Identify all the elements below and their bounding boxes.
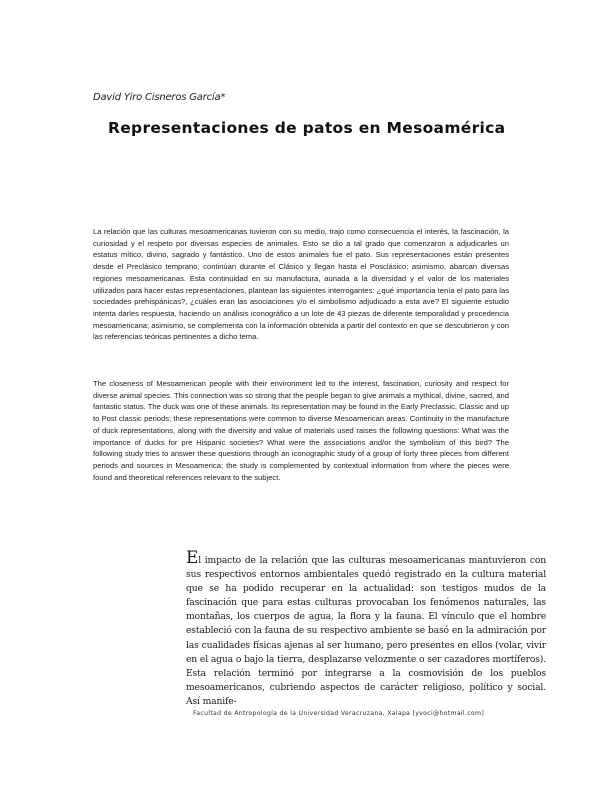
drop-cap: E [186, 548, 199, 568]
abstract-english: The closeness of Mesoamerican people with their environment led to the interest, fascination, curiosity and respect for diverse animal species. This connection was so strong that the people began to give animals a mythical, divine, sacred, and fantastic status. The duck was one of these animals. Its representation may be found in the Early Preclassic, Classic and up to Post classic periods; these representations were common to diverse Mesoamerican areas. Continuity in the manufacture of duck representations, along with the diversity and value of materials used raises the following questions: What was the importance of ducks for pre Hispanic societies? What were the associations and/or the symbolism of this bird? The following study tries to answer these questions through an iconographic study of a group of forty three pieces from different periods and sources in Mesoamerica; the study is complemented by contextual information from where the pieces were found and theoretical references relevant to the subject. [93, 379, 509, 482]
abstract-spanish: La relación que las culturas mesoamericanas tuvieron con su medio, trajo como consecuencia el interés, la fascinación, la curiosidad y el respeto por diversas especies de animales. Esto se dio a tal grado que comenzaron a adjudicarles un estatus mítico, divino, sagrado y fantástico. Uno de estos animales fue el pato. Sus representaciones están presentes desde el Preclásico temprano, continúan durante el Clásico y llegan hasta el Posclásico; asimismo, abarcan diversas regiones mesoamericanas. Esta continuidad en su manufactura, aunada a la diversidad y el valor de los materiales utilizados para hacer estas representaciones, plantean las siguientes interrogantes: ¿qué importancia tenía el pato para las sociedades prehispánicas?, ¿cuáles eran las asociaciones y/o el simbolismo adjudicado a esta ave? El siguiente estudio intenta darles respuesta, haciendo un análisis iconográfico a un lote de 43 piezas de diferente temporalidad y procedencia mesoamericana; asimismo, se complementa con la información obtenida a partir del contexto en que se descubrieron y con las referencias teóricas pertinentes a dicho tema. [93, 227, 509, 342]
author-name: David Yiro Cisneros García* [93, 92, 226, 103]
article-title: Representaciones de patos en Mesoamérica [108, 119, 506, 137]
body-paragraph [186, 548, 546, 709]
author-affiliation-footnote: Facultad de Antropología de la Universidad Veracruzana, Xalapa [yvoci@hotmail.com] [193, 710, 485, 717]
body-paragraph-text: l impacto de la relación que las culturas mesoamericanas mantuvieron con sus respectivos entornos ambientales quedó registrado en la cultura material que se ha podido recuperar en la actualidad: son testigos mudos de la fascinación que para estas culturas provocaban los fenómenos naturales, las montañas, los cuerpos de agua, la flora y la fauna. El vínculo que el hombre estableció con la fauna de su respectivo ambiente se basó en la admiración por las cualidades físicas ajenas al ser humano, pero presentes en ellos (volar, vivir en el agua o bajo la tierra, desplazarse velozmente o ser cazadores mortíferos). Esta relación terminó por integrarse a la cosmovisión de los pueblos mesoamericanos, cubriendo aspectos de carácter religioso, político y social. Así manife- [186, 555, 546, 707]
